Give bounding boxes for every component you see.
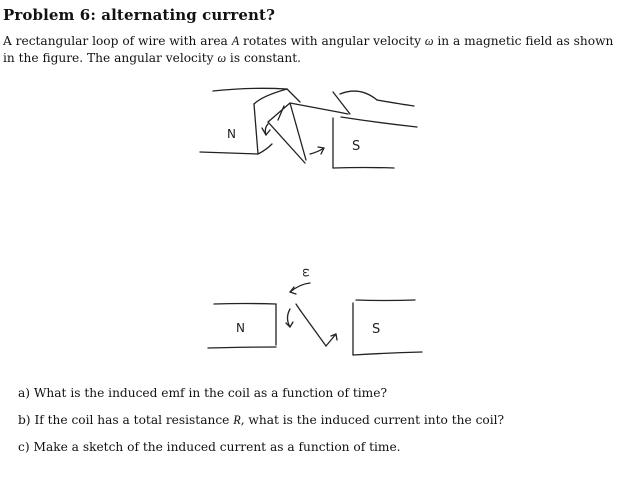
- question-a-text: What is the induced emf in the coil as a function of time?: [33, 386, 387, 400]
- top-south-magnet: [333, 91, 417, 168]
- question-c-text: Make a sketch of the induced current as a function of time.: [33, 440, 401, 454]
- bottom-north-label: N: [236, 321, 245, 335]
- top-north-magnet: [200, 88, 300, 154]
- bottom-diagram: [208, 283, 422, 355]
- bottom-rotation-arrow: [286, 283, 310, 327]
- question-b-text-1: If the coil has a total resistance: [34, 413, 234, 427]
- intro-text-4: is constant.: [226, 50, 301, 65]
- top-south-label: S: [352, 139, 361, 154]
- problem-title: Problem 6: alternating current?: [3, 6, 275, 24]
- question-c: [18, 439, 504, 455]
- area-symbol: A: [231, 34, 240, 48]
- bottom-south-magnet: [353, 300, 422, 355]
- intro-text-2: rotates with angular velocity: [239, 34, 425, 48]
- intro-text-3: in a magnetic field as shown in the figure. The angular velocity: [3, 34, 614, 65]
- questions-list: [18, 385, 504, 466]
- bottom-south-label: S: [372, 322, 381, 337]
- bottom-loop: [296, 304, 337, 346]
- top-loop: [268, 103, 348, 163]
- omega-symbol-2: ω: [217, 50, 227, 65]
- top-north-label: N: [227, 127, 236, 141]
- intro-text-1: A rectangular loop of wire with area: [3, 34, 232, 48]
- question-b: [18, 412, 504, 428]
- bottom-omega-label: ω: [300, 268, 313, 278]
- question-c-part: c): [18, 440, 30, 454]
- resistance-symbol: R: [233, 413, 241, 427]
- question-a: [18, 385, 504, 401]
- omega-symbol: ω: [424, 34, 434, 48]
- question-a-part: a): [18, 386, 31, 400]
- question-b-text-2: , what is the induced current into the coil?: [240, 413, 505, 427]
- question-b-part: b): [18, 413, 31, 427]
